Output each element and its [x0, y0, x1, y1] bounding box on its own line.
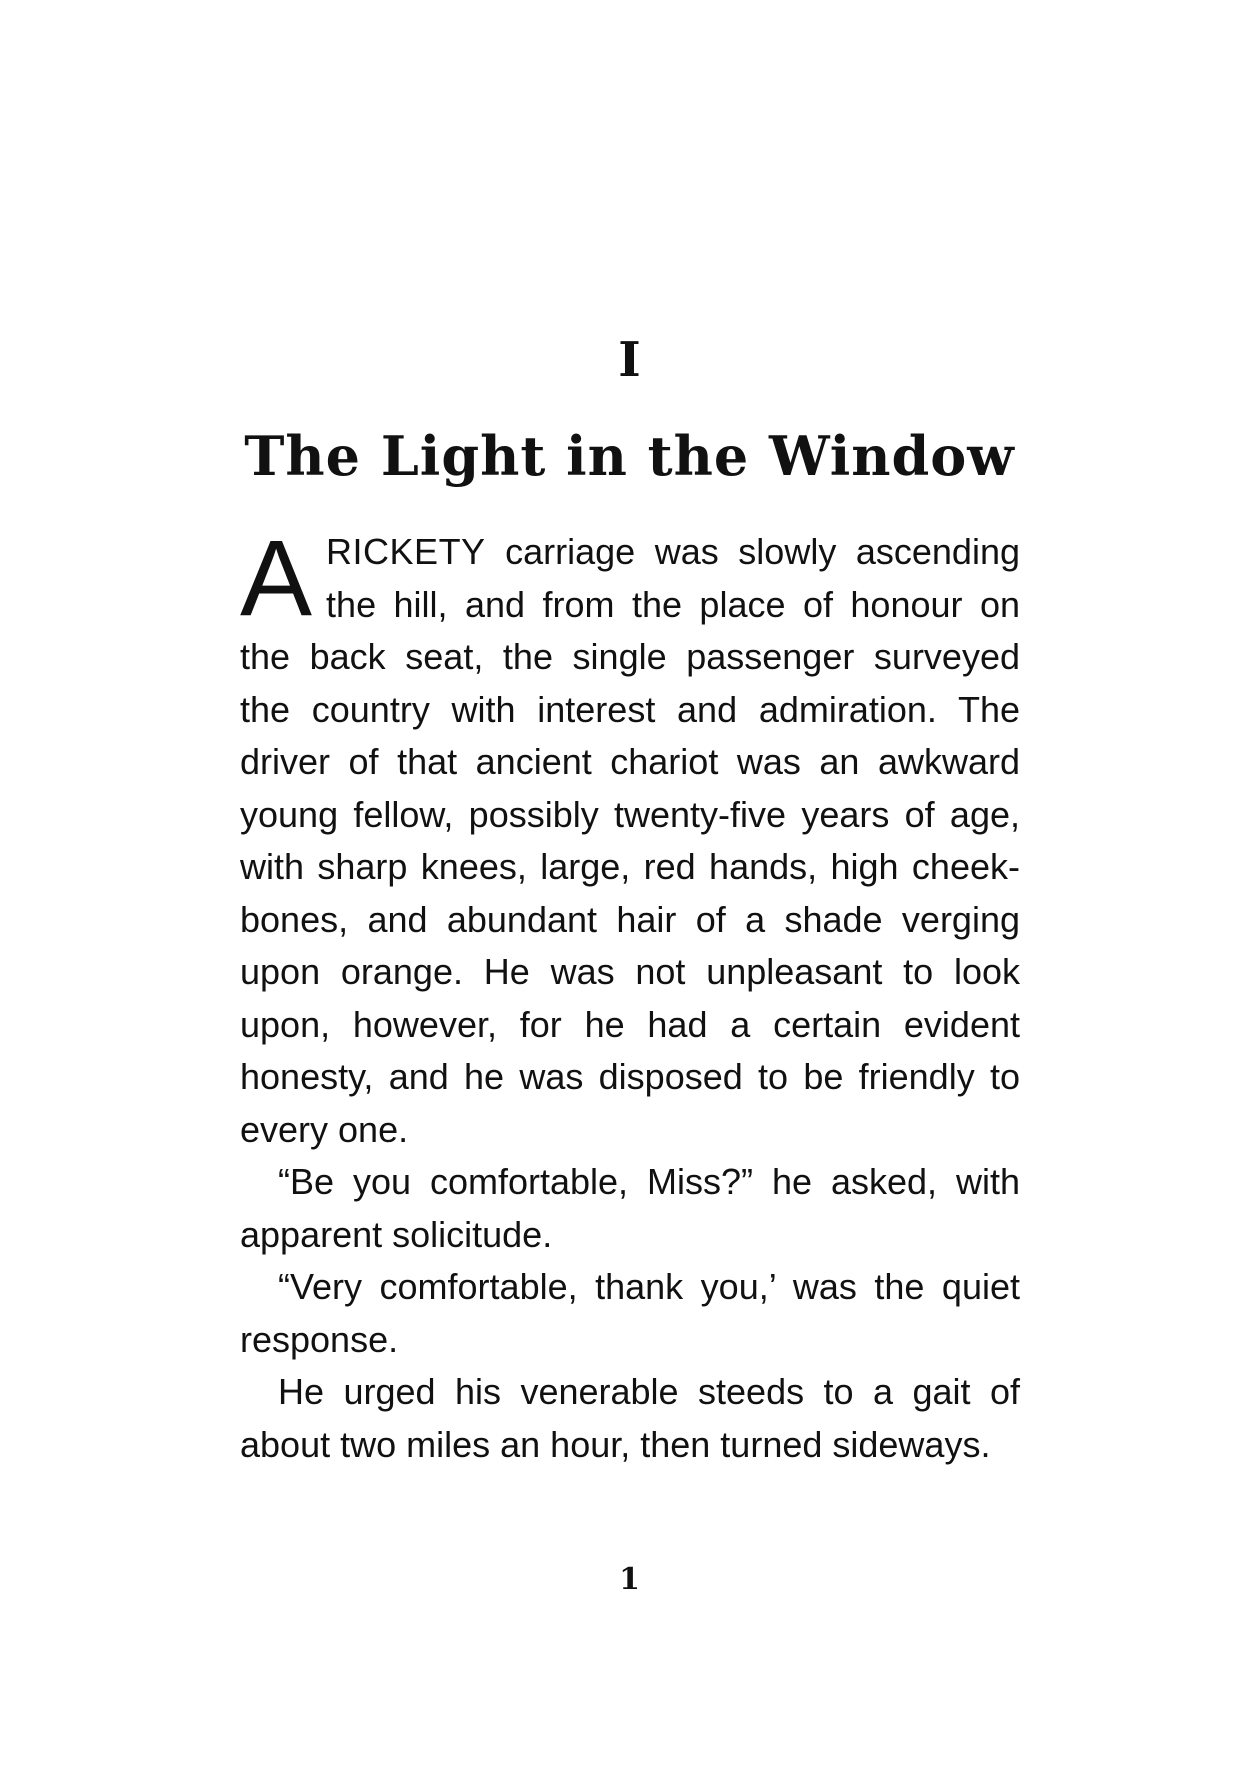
drop-cap: A — [240, 517, 313, 638]
opening-paragraph-text: carriage was slowly ascending the hill, and from the place of honour on the back seat, the single passenger surveyed the country with interest and admiration. The driver of that ancient chariot was an awkward young fellow, possibly twenty-five years of age, with sharp knees, large, red hands, high cheek-bones, and abundant hair of a shade verging upon orange. He was not unpleasant to look upon, however, for he had a certain evident honesty, and he was disposed to be friendly to every one. — [240, 531, 1020, 1150]
opening-word: RICKETY — [326, 531, 486, 572]
chapter-number: I — [618, 332, 641, 388]
paragraph-closing: He urged his venerable steeds to a gait of about two miles an hour, then turned sideways. — [240, 1371, 1020, 1465]
paragraph-opening — [240, 517, 1020, 1156]
chapter-title: The Light in the Window — [244, 424, 1015, 488]
page-number: 1 — [619, 1562, 640, 1597]
paragraph-dialogue-answer: “Very comfortable, thank you,’ was the quiet response. — [240, 1266, 1020, 1360]
body-text — [240, 517, 1020, 1471]
paragraph-dialogue-question: “Be you comfortable, Miss?” he asked, with apparent solicitude. — [240, 1161, 1020, 1255]
